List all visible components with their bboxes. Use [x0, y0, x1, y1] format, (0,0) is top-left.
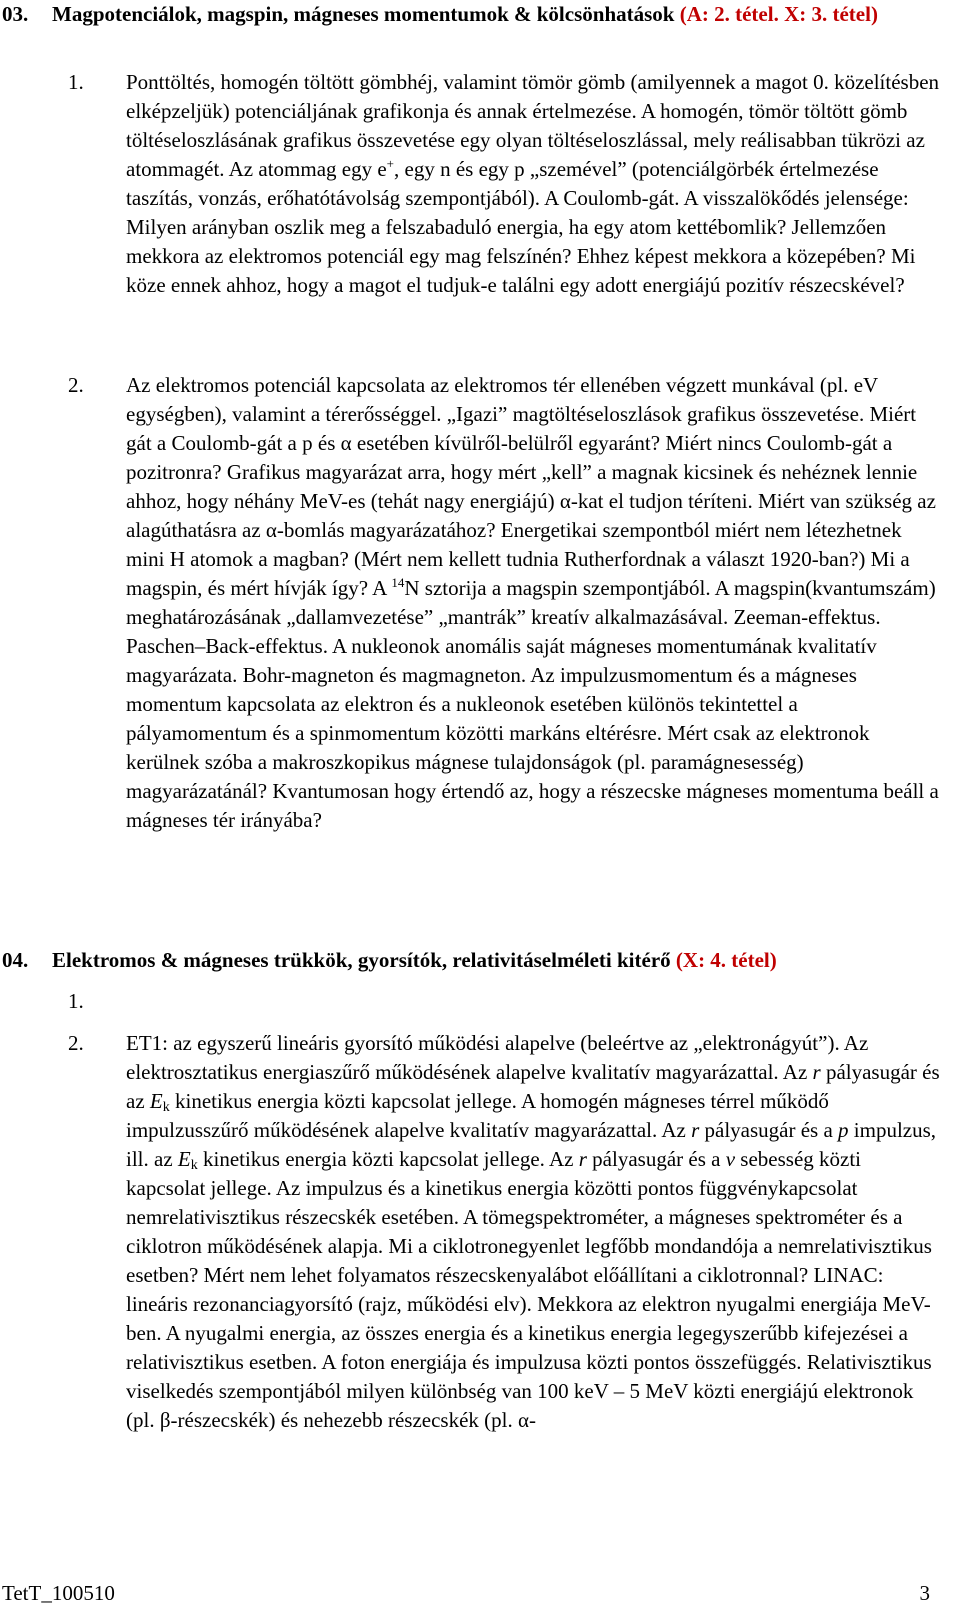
item-number: 2. [68, 373, 84, 397]
item-text: ET1: az egyszerű lineáris gyorsító működési alapelve (beleértve az „elektronágyút”). Az elektrosztatikus energiaszűrő működésének alapelve kvalitatív magyarázattal. Az r pályasugár és az $E_k$ kinetikus energia közti kapcsolat jellege. A homogén mágneses térrel működő impulzusszűrő működésének alapelve kvalitatív magyarázattal. Az r pályasugár és a p impulzus, ill. az $E_k$ kinetikus energia közti kapcsolat jellege. Az r pályasugár és a v sebesség közti kapcsolat jellege. Az impulzus és a kinetikus energia közötti pontos függvénykapcsolat nemrelativisztikus részecskék esetében. A tömegspektrométer, a mágneses spektrométer és a ciklotron működésének alapja. Mi a ciklotronegyenlet legfőbb mondandója a nemrelativisztikus esetben? Mért nem lehet folyamatos részecskenyalábot előállítani a ciklotronnal? LINAC: lineáris rezonanciagyorsító (rajz, működési elv). Mekkora az elektron nyugalmi energiája MeV-ben. A nyugalmi energia, az összes energia és a kinetikus energia legegyszerűbb kifejezései a relativisztikus esetben. A foton energiája és impulzusa közti pontos összefüggés. Relativisztikus viselkedés szempontjából milyen különbség van 100 keV – 5 MeV közti energiájú elektronok (pl. β-részecskék) és nehezebb részecskék (pl. α- [126, 1031, 940, 1432]
section-title: Magpotenciálok, magspin, mágneses momentumok & kölcsönhatások [52, 2, 675, 26]
section-title: Elektromos & mágneses trükkök, gyorsítók, relativitáselméleti kitérő [52, 948, 671, 972]
item-number: 2. [68, 1031, 84, 1055]
section-number: 03. [2, 2, 29, 26]
item-text: Ponttöltés, homogén töltött gömbhéj, valamint tömör gömb (amilyennek a magot 0. közelítésben elképzeljük) potenciáljának grafikonja és annak értelmezése. A homogén, tömör töltött gömb töltéseloszlásának grafikus összevetése egy olyan töltéseloszlással, mely reálisabban tükrözi az atommagét. Az atommag egy e+, egy n és egy p „szemével” (potenciálgörbék értelmezése taszítás, vonzás, erőhatótávolság szempontjából). A Coulomb-gát. A visszalökődés jelensége: Milyen arányban oszlik meg a felszabaduló energia, ha egy atom kettébomlik? Jellemzően mekkora az elektromos potenciál egy mag felszínén? Ehhez képest mekkora a közepében? Mi köze ennek ahhoz, hogy a magot el tudjuk-e találni egy adott energiájú pozitív részecskével? [126, 70, 940, 297]
item-number: 1. [68, 70, 84, 94]
section-tag: (A: 2. tétel. X: 3. tétel) [679, 2, 878, 26]
item-number: 1. [68, 989, 84, 1013]
section-tag: (X: 4. tétel) [675, 948, 777, 972]
section-03-item-2 [68, 371, 940, 835]
item-text: Az elektromos potenciál kapcsolata az elektromos tér ellenében végzett munkával (pl. eV egységben), valamint a térerősséggel. „Igazi” magtöltéseloszlások grafikus összevetése. Miért gát a Coulomb-gát a p és α esetében kívülről-belülről egyaránt? Miért nincs Coulomb-gát a pozitronra? Grafikus magyarázat arra, hogy mért „kell” a magnak kicsinek és nehéznek lennie ahhoz, hogy néhány MeV-es (tehát nagy energiájú) α-kat el tudjon téríteni. Miért van szükség az alagúthatásra az α-bomlás magyarázatához? Energetikai szempontból miért nem létezhetnek mini H atomok a magban? (Mért nem kellett tudnia Rutherfordnak a választ 1920-ban?) Mi a magspin, és mért hívják így? A $^{14}$N sztorija a magspin szempontjából. A magspin(kvantumszám) meghatározásának „dallamvezetése” „mantrák” kreatív alkalmazásával. Zeeman-effektus. Paschen–Back-effektus. A nukleonok anomális saját mágneses momentumának kvalitatív magyarázata. Bohr-magneton és magmagneton. Az impulzusmomentum és a mágneses momentum kapcsolata az elektron és a nukleonok esetében különös tekintettel a pályamomentum és a spinmomentum közötti markáns eltérésre. Mért csak az elektronok kerülnek szóba a makroszkopikus mágnese tulajdonságok (pl. paramágnesesség) magyarázatánál? Kvantumosan hogy értendő az, hogy a részecske mágneses momentuma beáll a mágneses tér irányába? [126, 373, 939, 832]
section-04-item-2 [68, 1029, 940, 1435]
page-number: 3 [919, 1581, 930, 1605]
document-id: TetT_100510 [2, 1581, 115, 1605]
section-number: 04. [2, 948, 29, 972]
section-03-item-1 [68, 68, 940, 300]
